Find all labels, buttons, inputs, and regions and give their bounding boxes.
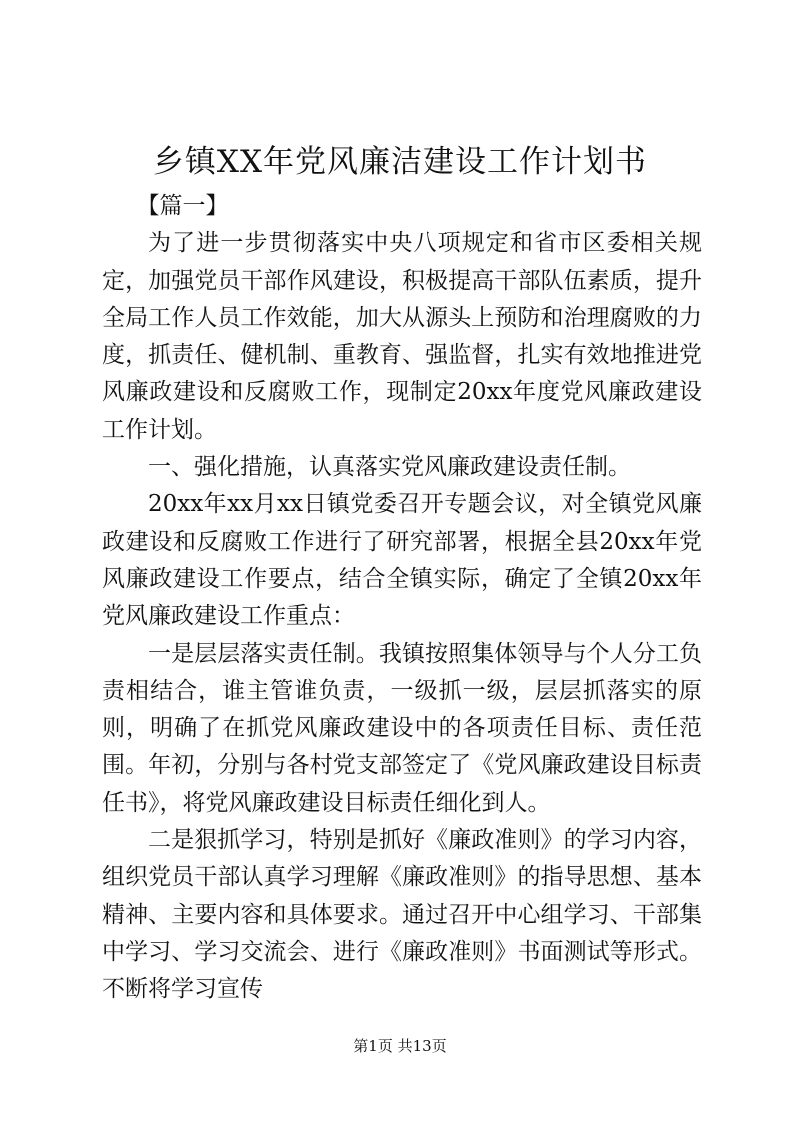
- document-body: [102, 188, 702, 1009]
- paragraph-responsibility: 一是层层落实责任制。我镇按照集体领导与个人分工负责相结合，谁主管谁负责，一级抓一级，层层抓落实的原则，明确了在抓党风廉政建设中的各项责任目标、责任范围。年初，分别与各村党支部签定了《党风廉政建设目标责任书》，将党风廉政建设目标责任细化到人。: [102, 640, 702, 816]
- section-label: 【篇一】: [136, 193, 229, 219]
- document-title: 乡镇XX年党风廉洁建设工作计划书: [152, 144, 648, 180]
- paragraph-intro: 为了进一步贯彻落实中央八项规定和省市区委相关规定，加强党员干部作风建设，积极提高干部队伍素质，提升全局工作人员工作效能，加大从源头上预防和治理腐败的力度，抓责任、健机制、重教育、强监督，扎实有效地推进党风廉政建设和反腐败工作，现制定20xx年度党风廉政建设工作计划。: [102, 230, 702, 443]
- page-footer: 第1页 共13页: [353, 1037, 447, 1055]
- paragraph-study: 二是狠抓学习，特别是抓好《廉政准则》的学习内容，组织党员干部认真学习理解《廉政准则》的指导思想、基本精神、主要内容和具体要求。通过召开中心组学习、干部集中学习、学习交流会、进行《廉政准则》书面测试等形式。不断将学习宣传: [102, 827, 702, 1003]
- paragraph-meeting: 20xx年xx月xx日镇党委召开专题会议，对全镇党风廉政建设和反腐败工作进行了研究部署，根据全县20xx年党风廉政建设工作要点，结合全镇实际，确定了全镇20xx年党风廉政建设工作重点：: [102, 491, 702, 630]
- paragraph-heading-1: 一、强化措施，认真落实党风廉政建设责任制。: [148, 454, 631, 481]
